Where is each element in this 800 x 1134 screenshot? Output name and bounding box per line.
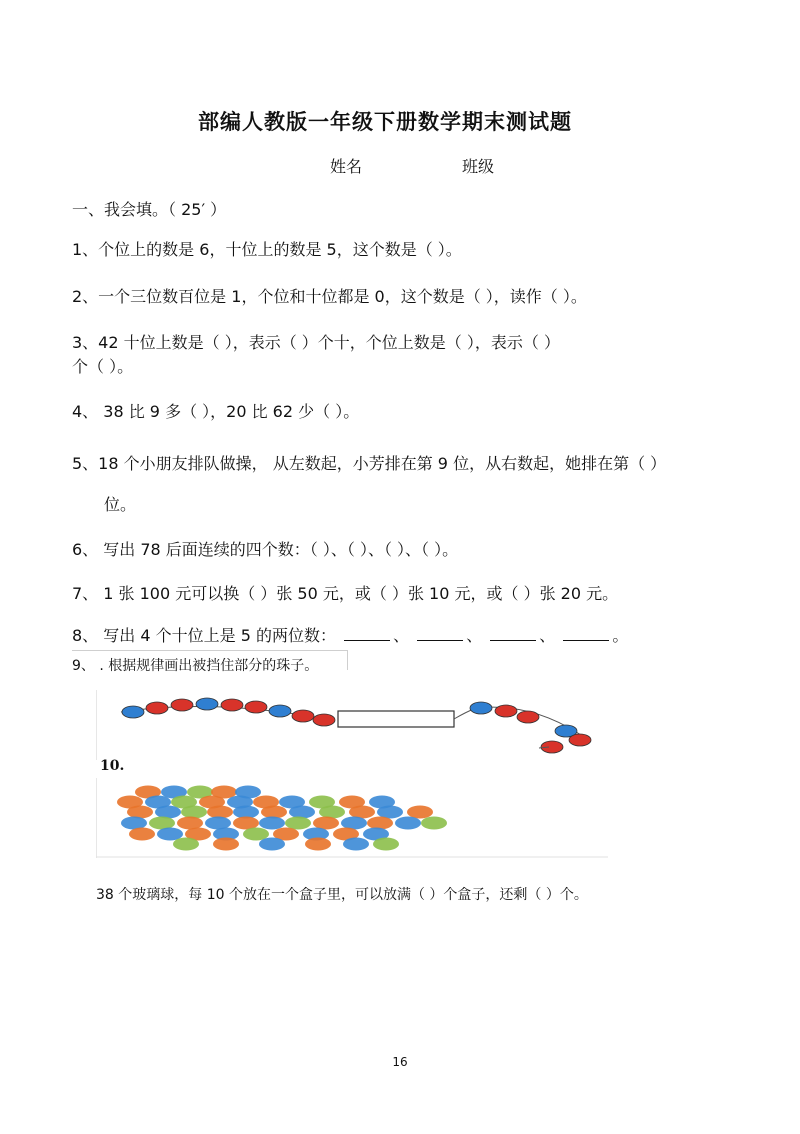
glass-marble bbox=[173, 838, 199, 851]
question-9: 9、 . 根据规律画出被挡住部分的珠子。 bbox=[72, 658, 319, 674]
glass-marble bbox=[395, 817, 421, 830]
answer-blank[interactable] bbox=[417, 626, 463, 641]
red-bead bbox=[292, 710, 314, 722]
glass-marble bbox=[259, 838, 285, 851]
marbles-group bbox=[117, 786, 447, 851]
blue-bead bbox=[196, 698, 218, 710]
red-bead bbox=[569, 734, 591, 746]
glass-marble bbox=[367, 817, 393, 830]
question-7: 7、 1 张 100 元可以换（ ）张 50 元，或（ ）张 10 元，或（ ）张 20 元。 bbox=[72, 584, 619, 603]
question-5-line-1: 5、18 个小朋友排队做操， 从左数起，小芳排在第 9 位，从右数起，她排在第（ ） bbox=[72, 454, 667, 473]
question-10-label: 10. bbox=[100, 758, 125, 774]
name-label: 姓名 bbox=[330, 157, 363, 176]
glass-marble bbox=[407, 806, 433, 819]
answer-blank[interactable] bbox=[490, 626, 536, 641]
bead-group-right bbox=[470, 702, 591, 753]
figure-frame bbox=[72, 650, 348, 651]
question-10: 38 个玻璃球，每 10 个放在一个盒子里，可以放满（ ）个盒子，还剩（ ）个。 bbox=[96, 887, 588, 903]
red-bead bbox=[171, 699, 193, 711]
bead-group-left bbox=[122, 698, 335, 726]
marbles-figure bbox=[96, 778, 608, 858]
question-6: 6、 写出 78 后面连续的四个数：（ ）、（ ）、（ ）、（ ）。 bbox=[72, 540, 459, 559]
figure-frame bbox=[347, 650, 348, 670]
question-4: 4、 38 比 9 多（ ），20 比 62 少（ ）。 bbox=[72, 402, 360, 421]
glass-marble bbox=[213, 838, 239, 851]
red-bead bbox=[146, 702, 168, 714]
bead-string-figure bbox=[96, 690, 606, 760]
red-bead bbox=[221, 699, 243, 711]
period: 。 bbox=[612, 626, 629, 645]
red-bead bbox=[517, 711, 539, 723]
glass-marble bbox=[129, 828, 155, 841]
glass-marble bbox=[285, 817, 311, 830]
glass-marble bbox=[305, 838, 331, 851]
question-3-line-2: 个（ ）。 bbox=[72, 357, 134, 376]
question-2: 2、一个三位数百位是 1，个位和十位都是 0，这个数是（ ），读作（ ）。 bbox=[72, 287, 587, 306]
glass-marble bbox=[259, 817, 285, 830]
glass-marble bbox=[421, 817, 447, 830]
blue-bead bbox=[122, 706, 144, 718]
page-number: 16 bbox=[392, 1055, 408, 1069]
glass-marble bbox=[181, 806, 207, 819]
glass-marble bbox=[373, 838, 399, 851]
glass-marble bbox=[261, 806, 287, 819]
red-bead bbox=[495, 705, 517, 717]
answer-blank[interactable] bbox=[563, 626, 609, 641]
page-title: 部编人教版一年级下册数学期末测试题 bbox=[198, 110, 572, 134]
red-bead bbox=[245, 701, 267, 713]
section-heading: 一、我会填。（ 25′ ） bbox=[72, 200, 227, 219]
class-label: 班级 bbox=[462, 157, 495, 176]
glass-marble bbox=[207, 806, 233, 819]
question-3-line-1: 3、42 十位上数是（ ），表示（ ）个十，个位上数是（ ），表示（ ） bbox=[72, 333, 560, 352]
answer-blank[interactable] bbox=[344, 626, 390, 641]
blue-bead bbox=[269, 705, 291, 717]
question-5-line-2: 位。 bbox=[104, 495, 137, 514]
separator: 、 bbox=[539, 626, 556, 645]
question-1: 1、个位上的数是 6，十位上的数是 5，这个数是（ ）。 bbox=[72, 240, 462, 259]
question-8 bbox=[72, 623, 628, 646]
glass-marble bbox=[343, 838, 369, 851]
glass-marble bbox=[155, 806, 181, 819]
red-bead bbox=[313, 714, 335, 726]
glass-marble bbox=[319, 806, 345, 819]
separator: 、 bbox=[466, 626, 483, 645]
question-8-prefix: 8、 写出 4 个十位上是 5 的两位数： bbox=[72, 626, 336, 645]
glass-marble bbox=[127, 806, 153, 819]
blue-bead bbox=[470, 702, 492, 714]
glass-marble bbox=[289, 806, 315, 819]
hidden-beads-box bbox=[338, 711, 454, 727]
separator: 、 bbox=[393, 626, 410, 645]
